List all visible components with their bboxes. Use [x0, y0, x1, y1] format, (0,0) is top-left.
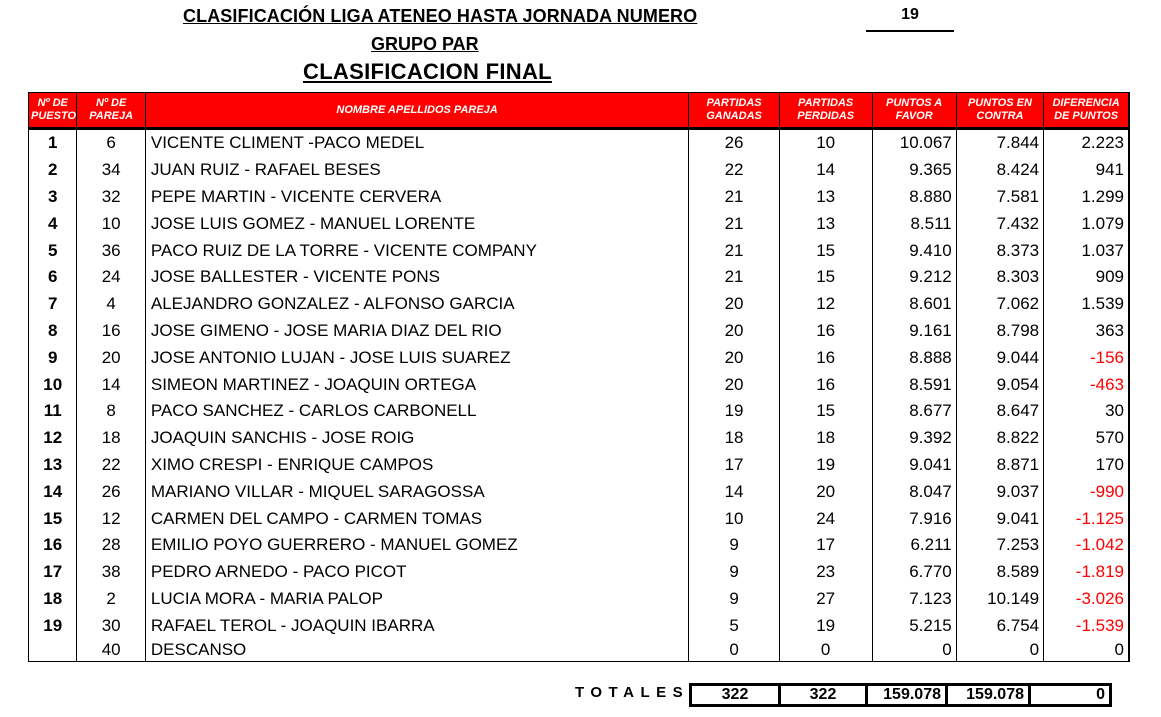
cell-point-difference: 2.223: [1044, 129, 1129, 157]
cell-points-for: 9.161: [872, 318, 956, 345]
column-header-pair-names: NOMBRE APELLIDOS PAREJA: [145, 93, 688, 129]
cell-pair-names: JUAN RUIZ - RAFAEL BESES: [145, 157, 688, 184]
cell-position: 10: [29, 371, 77, 398]
cell-point-difference: -1.539: [1044, 612, 1129, 639]
table-row: [29, 210, 1130, 237]
cell-pair-names: DESCANSO: [145, 639, 688, 662]
cell-point-difference: -3.026: [1044, 586, 1129, 613]
cell-point-difference: 363: [1044, 318, 1129, 345]
cell-pair-names: JOSE ANTONIO LUJAN - JOSE LUIS SUAREZ: [145, 344, 688, 371]
cell-point-difference: 0: [1044, 639, 1129, 662]
cell-games-won: 10: [689, 505, 780, 532]
totals-table: [689, 683, 1112, 707]
cell-games-lost: 17: [779, 532, 872, 559]
cell-games-lost: 13: [779, 184, 872, 211]
table-row: [29, 586, 1130, 613]
cell-point-difference: 1.299: [1044, 184, 1129, 211]
cell-games-lost: 20: [779, 478, 872, 505]
cell-points-against: 8.373: [956, 237, 1043, 264]
cell-points-for: 9.212: [872, 264, 956, 291]
cell-position: 6: [29, 264, 77, 291]
cell-points-against: 8.798: [956, 318, 1043, 345]
cell-point-difference: -156: [1044, 344, 1129, 371]
cell-points-against: 7.253: [956, 532, 1043, 559]
totals-row: [691, 685, 1111, 706]
cell-pair-number: 38: [77, 559, 145, 586]
cell-points-against: 8.424: [956, 157, 1043, 184]
column-header-pair-number: Nº DE PAREJA: [77, 93, 145, 129]
column-header-games-won: PARTIDAS GANADAS: [689, 93, 780, 129]
cell-pair-number: 34: [77, 157, 145, 184]
table-row: [29, 639, 1130, 662]
table-row: [29, 291, 1130, 318]
column-header-games-lost: PARTIDAS PERDIDAS: [779, 93, 872, 129]
table-row: [29, 559, 1130, 586]
cell-pair-number: 18: [77, 425, 145, 452]
cell-pair-names: EMILIO POYO GUERRERO - MANUEL GOMEZ: [145, 532, 688, 559]
cell-point-difference: 941: [1044, 157, 1129, 184]
group-title: GRUPO PAR: [371, 34, 479, 54]
cell-games-lost: 0: [779, 639, 872, 662]
cell-points-for: 8.047: [872, 478, 956, 505]
cell-points-for: 6.211: [872, 532, 956, 559]
cell-point-difference: -1.125: [1044, 505, 1129, 532]
table-row: [29, 478, 1130, 505]
cell-position: 3: [29, 184, 77, 211]
cell-games-won: 5: [689, 612, 780, 639]
cell-games-lost: 13: [779, 210, 872, 237]
table-row: [29, 452, 1130, 479]
cell-points-for: 0: [872, 639, 956, 662]
cell-pair-names: ALEJANDRO GONZALEZ - ALFONSO GARCIA: [145, 291, 688, 318]
cell-points-for: 5.215: [872, 612, 956, 639]
cell-pair-number: 8: [77, 398, 145, 425]
cell-point-difference: 1.079: [1044, 210, 1129, 237]
cell-points-for: 7.916: [872, 505, 956, 532]
cell-games-lost: 19: [779, 452, 872, 479]
table-row: [29, 184, 1130, 211]
cell-games-lost: 15: [779, 264, 872, 291]
cell-games-lost: 16: [779, 371, 872, 398]
standings-table: [28, 92, 1130, 662]
cell-games-won: 21: [689, 264, 780, 291]
cell-games-won: 9: [689, 586, 780, 613]
cell-games-won: 9: [689, 559, 780, 586]
cell-pair-number: 10: [77, 210, 145, 237]
cell-pair-number: 36: [77, 237, 145, 264]
cell-games-lost: 23: [779, 559, 872, 586]
cell-pair-number: 26: [77, 478, 145, 505]
cell-pair-number: 6: [77, 129, 145, 157]
cell-points-against: 9.041: [956, 505, 1043, 532]
cell-points-against: 7.432: [956, 210, 1043, 237]
cell-points-against: 7.581: [956, 184, 1043, 211]
cell-pair-names: PACO SANCHEZ - CARLOS CARBONELL: [145, 398, 688, 425]
cell-points-against: 6.754: [956, 612, 1043, 639]
cell-games-won: 22: [689, 157, 780, 184]
cell-points-against: 8.647: [956, 398, 1043, 425]
cell-points-against: 9.054: [956, 371, 1043, 398]
column-header-points-against: PUNTOS EN CONTRA: [956, 93, 1043, 129]
cell-position: 17: [29, 559, 77, 586]
cell-points-against: 0: [956, 639, 1043, 662]
cell-games-won: 20: [689, 344, 780, 371]
cell-point-difference: 1.037: [1044, 237, 1129, 264]
cell-pair-number: 20: [77, 344, 145, 371]
table-row: [29, 318, 1130, 345]
cell-points-against: 8.822: [956, 425, 1043, 452]
cell-pair-names: CARMEN DEL CAMPO - CARMEN TOMAS: [145, 505, 688, 532]
cell-position: 16: [29, 532, 77, 559]
cell-games-won: 20: [689, 291, 780, 318]
cell-points-for: 6.770: [872, 559, 956, 586]
cell-points-against: 8.589: [956, 559, 1043, 586]
cell-games-won: 17: [689, 452, 780, 479]
cell-point-difference: -1.042: [1044, 532, 1129, 559]
cell-point-difference: -463: [1044, 371, 1129, 398]
cell-points-against: 9.044: [956, 344, 1043, 371]
cell-games-lost: 16: [779, 344, 872, 371]
cell-pair-names: VICENTE CLIMENT -PACO MEDEL: [145, 129, 688, 157]
cell-pair-number: 40: [77, 639, 145, 662]
table-row: [29, 129, 1130, 157]
cell-points-against: 8.303: [956, 264, 1043, 291]
cell-points-for: 9.365: [872, 157, 956, 184]
cell-points-for: 8.677: [872, 398, 956, 425]
cell-points-for: 8.601: [872, 291, 956, 318]
table-row: [29, 371, 1130, 398]
table-row: [29, 425, 1130, 452]
cell-pair-number: 4: [77, 291, 145, 318]
cell-point-difference: 570: [1044, 425, 1129, 452]
cell-pair-names: JOSE LUIS GOMEZ - MANUEL LORENTE: [145, 210, 688, 237]
cell-point-difference: 1.539: [1044, 291, 1129, 318]
cell-games-lost: 15: [779, 237, 872, 264]
cell-position: 9: [29, 344, 77, 371]
cell-points-for: 7.123: [872, 586, 956, 613]
cell-games-lost: 19: [779, 612, 872, 639]
cell-position: 12: [29, 425, 77, 452]
cell-pair-names: XIMO CRESPI - ENRIQUE CAMPOS: [145, 452, 688, 479]
table-row: [29, 344, 1130, 371]
column-header-points-for: PUNTOS A FAVOR: [872, 93, 956, 129]
table-row: [29, 398, 1130, 425]
cell-pair-names: PACO RUIZ DE LA TORRE - VICENTE COMPANY: [145, 237, 688, 264]
cell-games-lost: 12: [779, 291, 872, 318]
cell-games-won: 26: [689, 129, 780, 157]
cell-pair-names: RAFAEL TEROL - JOAQUIN IBARRA: [145, 612, 688, 639]
cell-pair-number: 28: [77, 532, 145, 559]
cell-position: 11: [29, 398, 77, 425]
cell-games-won: 19: [689, 398, 780, 425]
cell-points-for: 8.880: [872, 184, 956, 211]
cell-points-for: 8.888: [872, 344, 956, 371]
cell-pair-number: 16: [77, 318, 145, 345]
cell-games-won: 18: [689, 425, 780, 452]
cell-points-for: 10.067: [872, 129, 956, 157]
cell-games-lost: 16: [779, 318, 872, 345]
cell-pair-number: 2: [77, 586, 145, 613]
cell-position: 15: [29, 505, 77, 532]
cell-points-against: 8.871: [956, 452, 1043, 479]
cell-point-difference: 30: [1044, 398, 1129, 425]
cell-position: 18: [29, 586, 77, 613]
table-header-row: [29, 93, 1130, 129]
cell-position: 14: [29, 478, 77, 505]
total-points-for: 159.078: [867, 685, 947, 706]
cell-games-won: 21: [689, 184, 780, 211]
table-row: [29, 612, 1130, 639]
cell-games-lost: 14: [779, 157, 872, 184]
cell-games-lost: 18: [779, 425, 872, 452]
table-row: [29, 505, 1130, 532]
cell-games-won: 9: [689, 532, 780, 559]
cell-point-difference: -1.819: [1044, 559, 1129, 586]
cell-pair-names: SIMEON MARTINEZ - JOAQUIN ORTEGA: [145, 371, 688, 398]
cell-games-lost: 24: [779, 505, 872, 532]
cell-points-for: 8.511: [872, 210, 956, 237]
cell-games-lost: 27: [779, 586, 872, 613]
cell-games-won: 20: [689, 318, 780, 345]
cell-position: 7: [29, 291, 77, 318]
total-games-won: 322: [691, 685, 780, 706]
totals-label: TOTALES: [575, 684, 690, 701]
jornada-number: 19: [866, 6, 954, 32]
cell-position: 8: [29, 318, 77, 345]
cell-point-difference: 909: [1044, 264, 1129, 291]
report-title: CLASIFICACIÓN LIGA ATENEO HASTA JORNADA NUMERO: [183, 6, 698, 26]
cell-games-lost: 15: [779, 398, 872, 425]
cell-pair-names: JOAQUIN SANCHIS - JOSE ROIG: [145, 425, 688, 452]
cell-point-difference: 170: [1044, 452, 1129, 479]
cell-points-for: 8.591: [872, 371, 956, 398]
cell-pair-names: LUCIA MORA - MARIA PALOP: [145, 586, 688, 613]
cell-pair-names: PEPE MARTIN - VICENTE CERVERA: [145, 184, 688, 211]
cell-position: 13: [29, 452, 77, 479]
cell-games-lost: 10: [779, 129, 872, 157]
total-games-lost: 322: [780, 685, 867, 706]
column-header-point-difference: DIFERENCIA DE PUNTOS: [1044, 93, 1129, 129]
cell-games-won: 21: [689, 237, 780, 264]
cell-points-for: 9.410: [872, 237, 956, 264]
cell-games-won: 20: [689, 371, 780, 398]
cell-points-for: 9.041: [872, 452, 956, 479]
cell-pair-names: JOSE GIMENO - JOSE MARIA DIAZ DEL RIO: [145, 318, 688, 345]
table-row: [29, 237, 1130, 264]
table-row: [29, 157, 1130, 184]
cell-pair-names: PEDRO ARNEDO - PACO PICOT: [145, 559, 688, 586]
cell-pair-number: 32: [77, 184, 145, 211]
cell-points-for: 9.392: [872, 425, 956, 452]
column-header-position: Nº DE PUESTO: [29, 93, 77, 129]
table-row: [29, 264, 1130, 291]
cell-pair-number: 22: [77, 452, 145, 479]
cell-points-against: 7.844: [956, 129, 1043, 157]
cell-position: 1: [29, 129, 77, 157]
cell-points-against: 10.149: [956, 586, 1043, 613]
cell-games-won: 14: [689, 478, 780, 505]
cell-pair-number: 14: [77, 371, 145, 398]
cell-pair-number: 24: [77, 264, 145, 291]
cell-pair-names: MARIANO VILLAR - MIQUEL SARAGOSSA: [145, 478, 688, 505]
cell-position: 19: [29, 612, 77, 639]
cell-position: 2: [29, 157, 77, 184]
table-row: [29, 532, 1130, 559]
cell-games-won: 0: [689, 639, 780, 662]
cell-position: 5: [29, 237, 77, 264]
cell-pair-number: 12: [77, 505, 145, 532]
classification-title: CLASIFICACION FINAL: [303, 59, 552, 84]
cell-points-against: 7.062: [956, 291, 1043, 318]
cell-point-difference: -990: [1044, 478, 1129, 505]
cell-games-won: 21: [689, 210, 780, 237]
cell-pair-number: 30: [77, 612, 145, 639]
cell-position: [29, 639, 77, 662]
cell-position: 4: [29, 210, 77, 237]
cell-points-against: 9.037: [956, 478, 1043, 505]
cell-pair-names: JOSE BALLESTER - VICENTE PONS: [145, 264, 688, 291]
total-points-against: 159.078: [947, 685, 1030, 706]
total-point-difference: 0: [1030, 685, 1111, 706]
